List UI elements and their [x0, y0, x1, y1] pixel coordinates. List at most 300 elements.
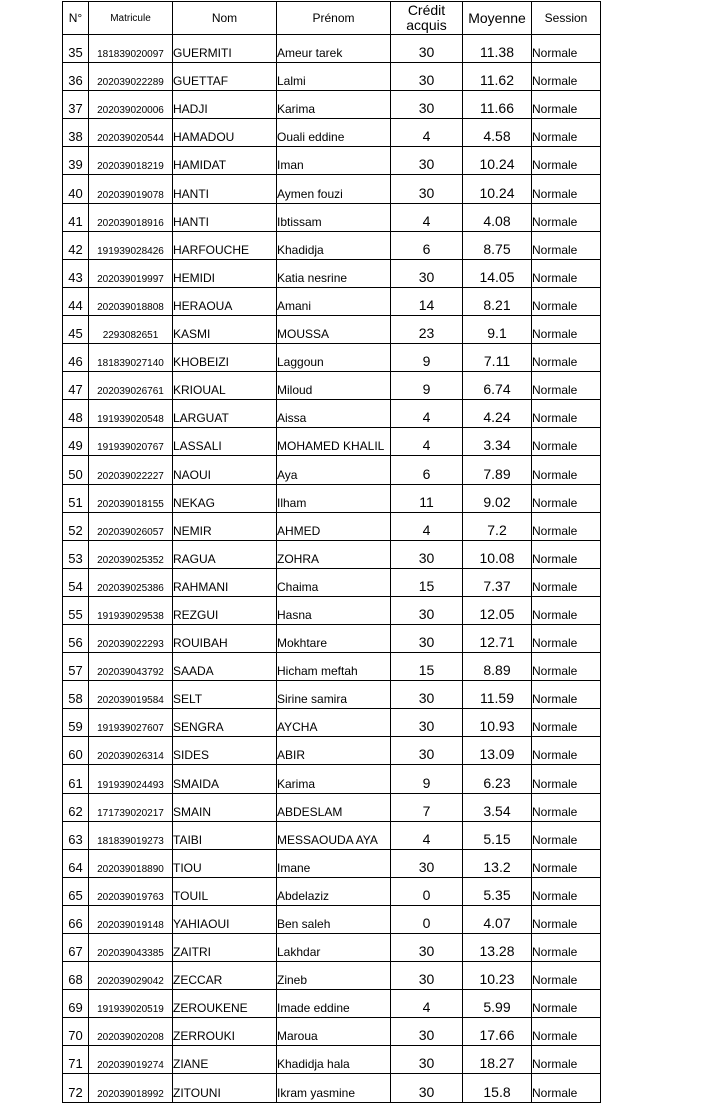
- credit-cell: 4: [391, 428, 463, 456]
- nom-cell: HANTI: [173, 175, 277, 203]
- prenom-cell: AHMED: [277, 512, 391, 540]
- matricule-cell: 191939020548: [89, 400, 173, 428]
- moyenne-cell: 4.08: [463, 203, 532, 231]
- table-row: [63, 905, 601, 933]
- nom-cell: GUETTAF: [173, 63, 277, 91]
- matricule-cell: 2293082651: [89, 315, 173, 343]
- moyenne-cell: 5.99: [463, 990, 532, 1018]
- header-row: [63, 2, 601, 35]
- matricule-cell: 202039022289: [89, 63, 173, 91]
- credit-cell: 30: [391, 737, 463, 765]
- moyenne-cell: 11.38: [463, 35, 532, 63]
- table-row: [63, 456, 601, 484]
- nom-cell: YAHIAOUI: [173, 905, 277, 933]
- prenom-cell: Hicham meftah: [277, 653, 391, 681]
- table-row: [63, 737, 601, 765]
- matricule-cell: 191939020767: [89, 428, 173, 456]
- prenom-cell: Maroua: [277, 1018, 391, 1046]
- moyenne-cell: 6.74: [463, 372, 532, 400]
- nom-cell: ZAITRI: [173, 934, 277, 962]
- nom-cell: KHOBEIZI: [173, 344, 277, 372]
- table-row: [63, 35, 601, 63]
- session-cell: Normale: [532, 709, 601, 737]
- table-row: [63, 568, 601, 596]
- credit-cell: 0: [391, 905, 463, 933]
- table-row: [63, 231, 601, 259]
- prenom-cell: Lakhdar: [277, 934, 391, 962]
- moyenne-cell: 12.05: [463, 596, 532, 624]
- nom-cell: TOUIL: [173, 877, 277, 905]
- row-number: 42: [63, 231, 89, 259]
- nom-cell: TIOU: [173, 849, 277, 877]
- credit-cell: 30: [391, 1018, 463, 1046]
- session-cell: Normale: [532, 259, 601, 287]
- prenom-cell: Karima: [277, 765, 391, 793]
- credit-cell: 4: [391, 821, 463, 849]
- matricule-cell: 202039018219: [89, 147, 173, 175]
- session-cell: Normale: [532, 737, 601, 765]
- prenom-cell: ABDESLAM: [277, 793, 391, 821]
- prenom-cell: Zineb: [277, 962, 391, 990]
- prenom-cell: Mokhtare: [277, 624, 391, 652]
- prenom-cell: Ibtissam: [277, 203, 391, 231]
- moyenne-cell: 10.93: [463, 709, 532, 737]
- matricule-cell: 191939020519: [89, 990, 173, 1018]
- credit-cell: 11: [391, 484, 463, 512]
- nom-cell: ZITOUNI: [173, 1074, 277, 1102]
- header-credit-line1: Crédit: [407, 2, 446, 18]
- session-cell: Normale: [532, 119, 601, 147]
- nom-cell: HAMIDAT: [173, 147, 277, 175]
- session-cell: Normale: [532, 624, 601, 652]
- moyenne-cell: 13.2: [463, 849, 532, 877]
- credit-cell: 4: [391, 203, 463, 231]
- nom-cell: KRIOUAL: [173, 372, 277, 400]
- moyenne-cell: 7.11: [463, 344, 532, 372]
- nom-cell: ZECCAR: [173, 962, 277, 990]
- session-cell: Normale: [532, 877, 601, 905]
- table-row: [63, 484, 601, 512]
- row-number: 62: [63, 793, 89, 821]
- moyenne-cell: 10.24: [463, 147, 532, 175]
- matricule-cell: 202039020544: [89, 119, 173, 147]
- row-number: 65: [63, 877, 89, 905]
- row-number: 51: [63, 484, 89, 512]
- matricule-cell: 181839020097: [89, 35, 173, 63]
- prenom-cell: Chaima: [277, 568, 391, 596]
- row-number: 35: [63, 35, 89, 63]
- nom-cell: ROUIBAH: [173, 624, 277, 652]
- matricule-cell: 202039022227: [89, 456, 173, 484]
- nom-cell: HERAOUA: [173, 287, 277, 315]
- credit-cell: 15: [391, 653, 463, 681]
- session-cell: Normale: [532, 765, 601, 793]
- moyenne-cell: 7.2: [463, 512, 532, 540]
- row-number: 36: [63, 63, 89, 91]
- session-cell: Normale: [532, 147, 601, 175]
- table-row: [63, 1046, 601, 1074]
- table-row: [63, 63, 601, 91]
- table-row: [63, 91, 601, 119]
- credit-cell: 0: [391, 877, 463, 905]
- table-row: [63, 119, 601, 147]
- table-row: [63, 540, 601, 568]
- credit-cell: 30: [391, 1046, 463, 1074]
- nom-cell: NEMIR: [173, 512, 277, 540]
- moyenne-cell: 6.23: [463, 765, 532, 793]
- matricule-cell: 202039020208: [89, 1018, 173, 1046]
- prenom-cell: MOUSSA: [277, 315, 391, 343]
- credit-cell: 30: [391, 934, 463, 962]
- row-number: 60: [63, 737, 89, 765]
- nom-cell: ZEROUKENE: [173, 990, 277, 1018]
- moyenne-cell: 11.66: [463, 91, 532, 119]
- prenom-cell: ABIR: [277, 737, 391, 765]
- credit-cell: 4: [391, 990, 463, 1018]
- table-row: [63, 793, 601, 821]
- session-cell: Normale: [532, 231, 601, 259]
- grades-table: [62, 1, 601, 1103]
- credit-cell: 30: [391, 709, 463, 737]
- table-row: [63, 147, 601, 175]
- nom-cell: REZGUI: [173, 596, 277, 624]
- table-row: [63, 877, 601, 905]
- row-number: 47: [63, 372, 89, 400]
- credit-cell: 30: [391, 147, 463, 175]
- session-cell: Normale: [532, 63, 601, 91]
- moyenne-cell: 8.75: [463, 231, 532, 259]
- matricule-cell: 202039020006: [89, 91, 173, 119]
- credit-cell: 30: [391, 35, 463, 63]
- credit-cell: 14: [391, 287, 463, 315]
- row-number: 71: [63, 1046, 89, 1074]
- matricule-cell: 202039019763: [89, 877, 173, 905]
- session-cell: Normale: [532, 203, 601, 231]
- prenom-cell: Ben saleh: [277, 905, 391, 933]
- table-row: [63, 681, 601, 709]
- moyenne-cell: 4.07: [463, 905, 532, 933]
- session-cell: Normale: [532, 344, 601, 372]
- matricule-cell: 202039026057: [89, 512, 173, 540]
- matricule-cell: 202039019274: [89, 1046, 173, 1074]
- matricule-cell: 202039018916: [89, 203, 173, 231]
- moyenne-cell: 9.02: [463, 484, 532, 512]
- moyenne-cell: 7.37: [463, 568, 532, 596]
- nom-cell: ZERROUKI: [173, 1018, 277, 1046]
- table-row: [63, 203, 601, 231]
- session-cell: Normale: [532, 512, 601, 540]
- matricule-cell: 202039025386: [89, 568, 173, 596]
- nom-cell: GUERMITI: [173, 35, 277, 63]
- session-cell: Normale: [532, 934, 601, 962]
- row-number: 44: [63, 287, 89, 315]
- row-number: 67: [63, 934, 89, 962]
- row-number: 41: [63, 203, 89, 231]
- table-row: [63, 1074, 601, 1102]
- credit-cell: 30: [391, 175, 463, 203]
- table-row: [63, 962, 601, 990]
- header-prenom: Prénom: [277, 2, 391, 35]
- credit-cell: 15: [391, 568, 463, 596]
- row-number: 39: [63, 147, 89, 175]
- matricule-cell: 171739020217: [89, 793, 173, 821]
- row-number: 72: [63, 1074, 89, 1102]
- moyenne-cell: 10.23: [463, 962, 532, 990]
- session-cell: Normale: [532, 821, 601, 849]
- credit-cell: 30: [391, 91, 463, 119]
- moyenne-cell: 5.35: [463, 877, 532, 905]
- prenom-cell: Imade eddine: [277, 990, 391, 1018]
- matricule-cell: 181839027140: [89, 344, 173, 372]
- prenom-cell: Khadidja: [277, 231, 391, 259]
- moyenne-cell: 15.8: [463, 1074, 532, 1102]
- row-number: 64: [63, 849, 89, 877]
- prenom-cell: Abdelaziz: [277, 877, 391, 905]
- prenom-cell: Khadidja hala: [277, 1046, 391, 1074]
- row-number: 69: [63, 990, 89, 1018]
- matricule-cell: 202039022293: [89, 624, 173, 652]
- row-number: 70: [63, 1018, 89, 1046]
- table-row: [63, 934, 601, 962]
- moyenne-cell: 11.62: [463, 63, 532, 91]
- prenom-cell: Aymen fouzi: [277, 175, 391, 203]
- credit-cell: 9: [391, 344, 463, 372]
- credit-cell: 30: [391, 681, 463, 709]
- session-cell: Normale: [532, 905, 601, 933]
- session-cell: Normale: [532, 653, 601, 681]
- header-matricule: Matricule: [89, 2, 173, 35]
- nom-cell: SELT: [173, 681, 277, 709]
- table-row: [63, 372, 601, 400]
- header-credit-line2: acquis: [406, 17, 447, 33]
- row-number: 43: [63, 259, 89, 287]
- prenom-cell: MOHAMED KHALIL: [277, 428, 391, 456]
- nom-cell: SENGRA: [173, 709, 277, 737]
- header-moyenne: Moyenne: [463, 2, 532, 35]
- credit-cell: 30: [391, 624, 463, 652]
- nom-cell: LASSALI: [173, 428, 277, 456]
- nom-cell: NEKAG: [173, 484, 277, 512]
- moyenne-cell: 7.89: [463, 456, 532, 484]
- row-number: 57: [63, 653, 89, 681]
- row-number: 40: [63, 175, 89, 203]
- credit-cell: 4: [391, 119, 463, 147]
- prenom-cell: Lalmi: [277, 63, 391, 91]
- prenom-cell: Ilham: [277, 484, 391, 512]
- table-row: [63, 512, 601, 540]
- table-row: [63, 428, 601, 456]
- matricule-cell: 202039025352: [89, 540, 173, 568]
- credit-cell: 30: [391, 259, 463, 287]
- nom-cell: TAIBI: [173, 821, 277, 849]
- matricule-cell: 202039018808: [89, 287, 173, 315]
- row-number: 68: [63, 962, 89, 990]
- prenom-cell: AYCHA: [277, 709, 391, 737]
- table-row: [63, 400, 601, 428]
- prenom-cell: ZOHRA: [277, 540, 391, 568]
- row-number: 58: [63, 681, 89, 709]
- table-row: [63, 709, 601, 737]
- prenom-cell: Hasna: [277, 596, 391, 624]
- credit-cell: 4: [391, 512, 463, 540]
- moyenne-cell: 10.08: [463, 540, 532, 568]
- nom-cell: KASMI: [173, 315, 277, 343]
- moyenne-cell: 17.66: [463, 1018, 532, 1046]
- nom-cell: RAHMANI: [173, 568, 277, 596]
- session-cell: Normale: [532, 175, 601, 203]
- session-cell: Normale: [532, 596, 601, 624]
- moyenne-cell: 8.21: [463, 287, 532, 315]
- session-cell: Normale: [532, 287, 601, 315]
- session-cell: Normale: [532, 1018, 601, 1046]
- table-row: [63, 821, 601, 849]
- credit-cell: 6: [391, 456, 463, 484]
- nom-cell: SAADA: [173, 653, 277, 681]
- nom-cell: RAGUA: [173, 540, 277, 568]
- moyenne-cell: 13.09: [463, 737, 532, 765]
- nom-cell: HEMIDI: [173, 259, 277, 287]
- session-cell: Normale: [532, 962, 601, 990]
- table-row: [63, 1018, 601, 1046]
- credit-cell: 4: [391, 400, 463, 428]
- row-number: 46: [63, 344, 89, 372]
- prenom-cell: Ouali eddine: [277, 119, 391, 147]
- session-cell: Normale: [532, 568, 601, 596]
- row-number: 50: [63, 456, 89, 484]
- credit-cell: 23: [391, 315, 463, 343]
- prenom-cell: Laggoun: [277, 344, 391, 372]
- moyenne-cell: 4.24: [463, 400, 532, 428]
- nom-cell: NAOUI: [173, 456, 277, 484]
- matricule-cell: 202039019997: [89, 259, 173, 287]
- credit-cell: 30: [391, 540, 463, 568]
- table-row: [63, 175, 601, 203]
- row-number: 48: [63, 400, 89, 428]
- prenom-cell: Miloud: [277, 372, 391, 400]
- moyenne-cell: 3.34: [463, 428, 532, 456]
- matricule-cell: 202039019078: [89, 175, 173, 203]
- nom-cell: SMAIN: [173, 793, 277, 821]
- credit-cell: 30: [391, 849, 463, 877]
- row-number: 61: [63, 765, 89, 793]
- session-cell: Normale: [532, 540, 601, 568]
- session-cell: Normale: [532, 91, 601, 119]
- session-cell: Normale: [532, 428, 601, 456]
- prenom-cell: Karima: [277, 91, 391, 119]
- table-row: [63, 765, 601, 793]
- row-number: 45: [63, 315, 89, 343]
- nom-cell: HARFOUCHE: [173, 231, 277, 259]
- moyenne-cell: 4.58: [463, 119, 532, 147]
- session-cell: Normale: [532, 990, 601, 1018]
- nom-cell: HAMADOU: [173, 119, 277, 147]
- header-num: N°: [63, 2, 89, 35]
- matricule-cell: 181839019273: [89, 821, 173, 849]
- session-cell: Normale: [532, 484, 601, 512]
- header-session: Session: [532, 2, 601, 35]
- matricule-cell: 202039026314: [89, 737, 173, 765]
- session-cell: Normale: [532, 372, 601, 400]
- table-body: [63, 35, 601, 1103]
- moyenne-cell: 3.54: [463, 793, 532, 821]
- moyenne-cell: 5.15: [463, 821, 532, 849]
- nom-cell: LARGUAT: [173, 400, 277, 428]
- prenom-cell: Katia nesrine: [277, 259, 391, 287]
- prenom-cell: Aissa: [277, 400, 391, 428]
- credit-cell: 6: [391, 231, 463, 259]
- row-number: 63: [63, 821, 89, 849]
- matricule-cell: 202039018155: [89, 484, 173, 512]
- moyenne-cell: 10.24: [463, 175, 532, 203]
- table-row: [63, 596, 601, 624]
- matricule-cell: 202039018890: [89, 849, 173, 877]
- row-number: 54: [63, 568, 89, 596]
- row-number: 49: [63, 428, 89, 456]
- header-credit: [391, 2, 463, 35]
- prenom-cell: Amani: [277, 287, 391, 315]
- credit-cell: 9: [391, 372, 463, 400]
- nom-cell: SIDES: [173, 737, 277, 765]
- credit-cell: 7: [391, 793, 463, 821]
- row-number: 66: [63, 905, 89, 933]
- table-row: [63, 624, 601, 652]
- matricule-cell: 202039026761: [89, 372, 173, 400]
- credit-cell: 30: [391, 962, 463, 990]
- credit-cell: 9: [391, 765, 463, 793]
- nom-cell: HADJI: [173, 91, 277, 119]
- table-row: [63, 344, 601, 372]
- moyenne-cell: 11.59: [463, 681, 532, 709]
- moyenne-cell: 18.27: [463, 1046, 532, 1074]
- row-number: 38: [63, 119, 89, 147]
- moyenne-cell: 8.89: [463, 653, 532, 681]
- session-cell: Normale: [532, 456, 601, 484]
- session-cell: Normale: [532, 1074, 601, 1102]
- session-cell: Normale: [532, 1046, 601, 1074]
- prenom-cell: Sirine samira: [277, 681, 391, 709]
- matricule-cell: 191939024493: [89, 765, 173, 793]
- table-row: [63, 849, 601, 877]
- prenom-cell: Ameur tarek: [277, 35, 391, 63]
- moyenne-cell: 12.71: [463, 624, 532, 652]
- row-number: 56: [63, 624, 89, 652]
- prenom-cell: Iman: [277, 147, 391, 175]
- row-number: 52: [63, 512, 89, 540]
- matricule-cell: 202039043385: [89, 934, 173, 962]
- row-number: 55: [63, 596, 89, 624]
- matricule-cell: 202039019148: [89, 905, 173, 933]
- prenom-cell: MESSAOUDA AYA: [277, 821, 391, 849]
- row-number: 53: [63, 540, 89, 568]
- prenom-cell: Ikram yasmine: [277, 1074, 391, 1102]
- moyenne-cell: 13.28: [463, 934, 532, 962]
- matricule-cell: 202039018992: [89, 1074, 173, 1102]
- session-cell: Normale: [532, 35, 601, 63]
- session-cell: Normale: [532, 315, 601, 343]
- header-nom: Nom: [173, 2, 277, 35]
- nom-cell: SMAIDA: [173, 765, 277, 793]
- session-cell: Normale: [532, 400, 601, 428]
- nom-cell: ZIANE: [173, 1046, 277, 1074]
- moyenne-cell: 14.05: [463, 259, 532, 287]
- table-row: [63, 259, 601, 287]
- row-number: 37: [63, 91, 89, 119]
- prenom-cell: Imane: [277, 849, 391, 877]
- credit-cell: 30: [391, 63, 463, 91]
- matricule-cell: 202039043792: [89, 653, 173, 681]
- credit-cell: 30: [391, 1074, 463, 1102]
- table-row: [63, 653, 601, 681]
